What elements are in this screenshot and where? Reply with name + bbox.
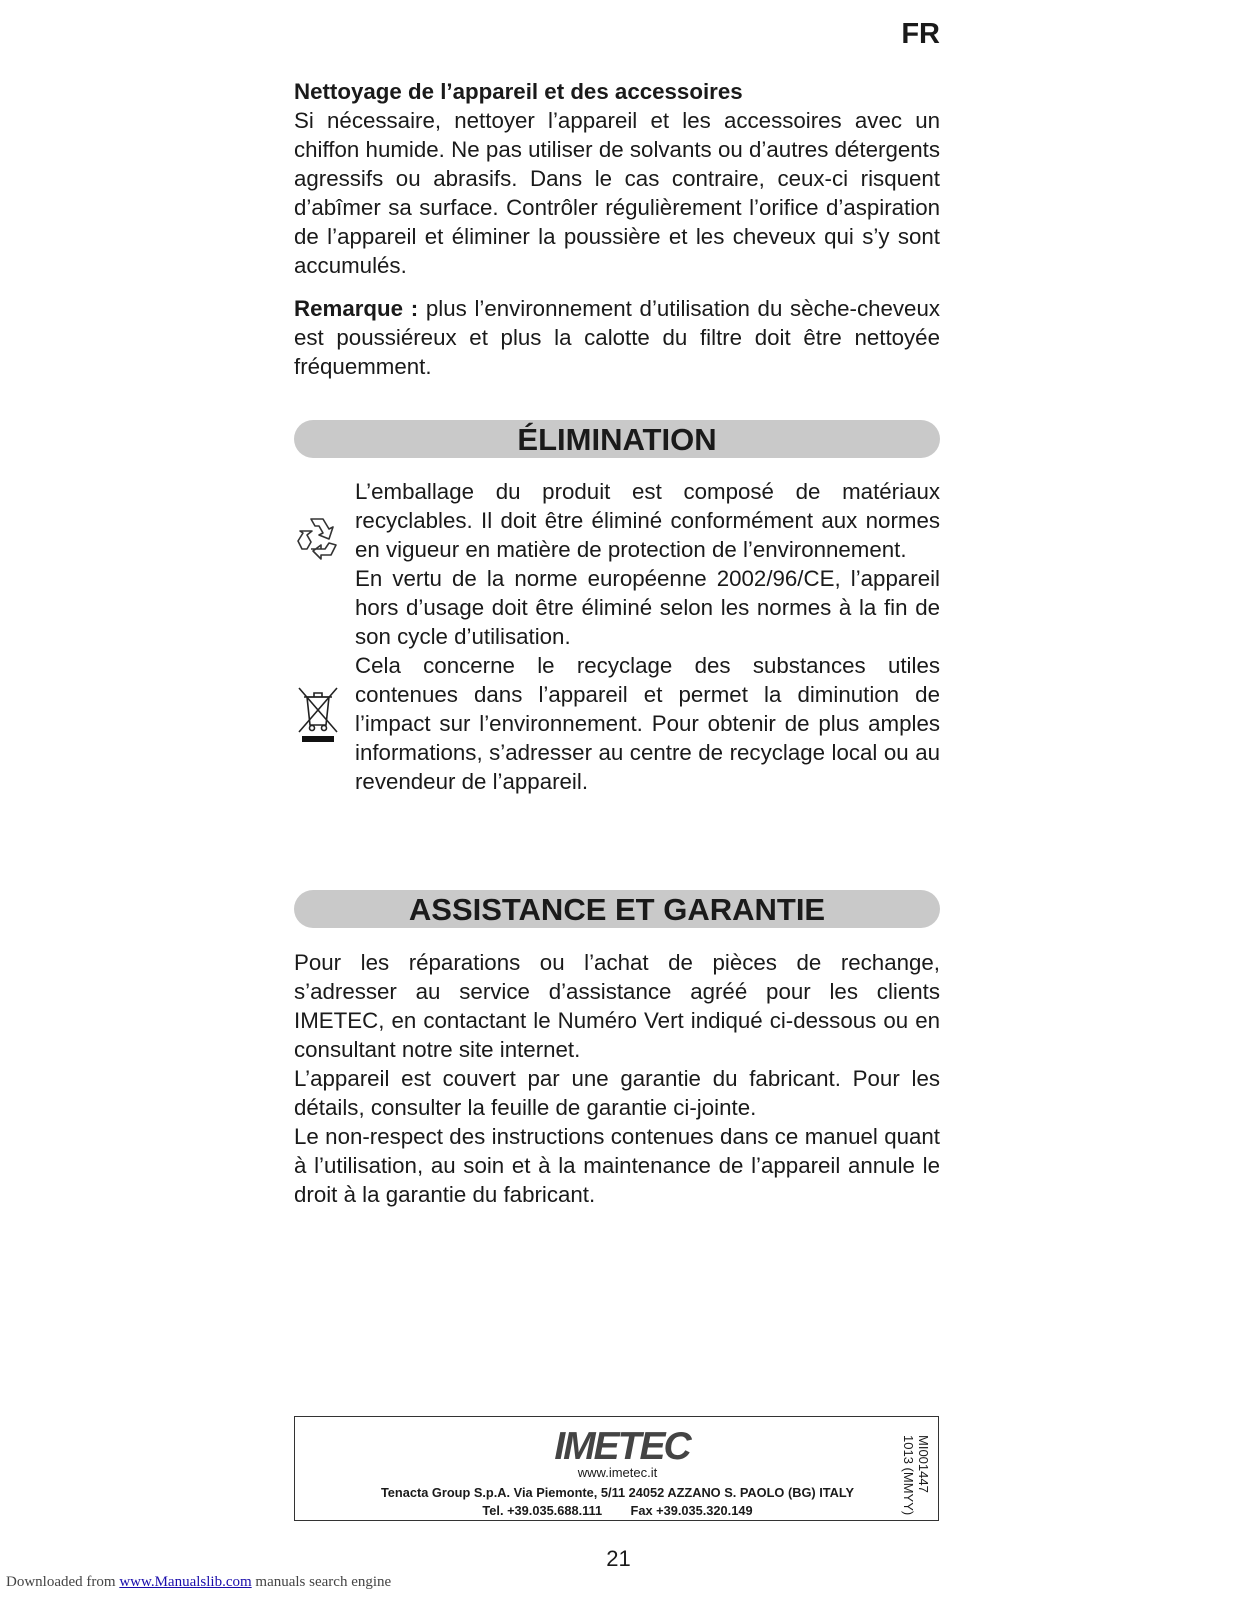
warranty-section [294, 948, 940, 1209]
page-number: 21 [606, 1546, 631, 1571]
elimination-section [355, 477, 940, 796]
document-code: MI001447 1013 (MMYY) [901, 1435, 931, 1516]
note-text: plus l’environnement d’utilisation du sèche-cheveux est poussiéreux et plus la calotte du filtre doit être nettoyée fréquemment. [294, 296, 940, 379]
note-label: Remarque : [294, 296, 419, 321]
cleaning-heading: Nettoyage de l’appareil et des accessoires [294, 79, 743, 104]
weee-crossed-bin-icon [296, 685, 340, 743]
download-prefix: Downloaded from [6, 1574, 120, 1590]
recycle-icon [293, 515, 341, 561]
company-phone-fax: Tel. +39.035.688.111 Fax +39.035.320.149 [482, 1503, 753, 1518]
warranty-title: ASSISTANCE ET GARANTIE [294, 890, 940, 928]
warranty-p1: Pour les réparations ou l’achat de pièces de rechange, s’adresser au service d’assistance agréé pour les clients IMETEC, en contactant le Numéro Vert indiqué ci-dessous ou en consultant notre site internet. [294, 950, 940, 1062]
cleaning-section [294, 77, 940, 381]
company-address: Tenacta Group S.p.A. Via Piemonte, 5/11 24052 AZZANO S. PAOLO (BG) ITALY [380, 1485, 855, 1500]
download-suffix: manuals search engine [251, 1574, 392, 1590]
language-label: FR [901, 18, 940, 50]
imetec-logo: IMETEC [554, 1425, 690, 1468]
manualslib-link[interactable]: www.Manualslib.com [119, 1574, 252, 1590]
cleaning-body: Si nécessaire, nettoyer l’appareil et les accessoires avec un chiffon humide. Ne pas utiliser de solvants ou d’autres détergents agressifs ou abrasifs. Dans le cas contraire, ceux-ci risquent d’abîmer sa surface. Contrôler régulièrement l’orifice d’aspiration de l’appareil et éliminer la poussière et les cheveux qui s’y sont accumulés. [294, 108, 940, 278]
warranty-p3: Le non-respect des instructions contenues dans ce manuel quant à l’utilisation, au soin et à la maintenance de l’appareil annule le droit à la garantie du fabricant. [294, 1124, 940, 1207]
website: www.imetec.it [577, 1465, 658, 1480]
elimination-title: ÉLIMINATION [294, 420, 940, 458]
elimination-p2: En vertu de la norme européenne 2002/96/CE, l’appareil hors d’usage doit être éliminé selon les normes à la fin de son cycle d’utilisation. [355, 566, 940, 649]
warranty-p2: L’appareil est couvert par une garantie du fabricant. Pour les détails, consulter la feuille de garantie ci-jointe. [294, 1066, 940, 1120]
elimination-p1: L’emballage du produit est composé de matériaux recyclables. Il doit être éliminé conformément aux normes en vigueur en matière de protection de l’environnement. [355, 479, 940, 562]
company-info-box [294, 1416, 939, 1521]
download-notice [6, 1574, 391, 1591]
cleaning-note [294, 294, 940, 381]
elimination-p3: Cela concerne le recyclage des substances utiles contenues dans l’appareil et permet la diminution de l’impact sur l’environnement. Pour obtenir de plus amples informations, s’adresser au centre de recyclage local ou au revendeur de l’appareil. [355, 653, 940, 794]
